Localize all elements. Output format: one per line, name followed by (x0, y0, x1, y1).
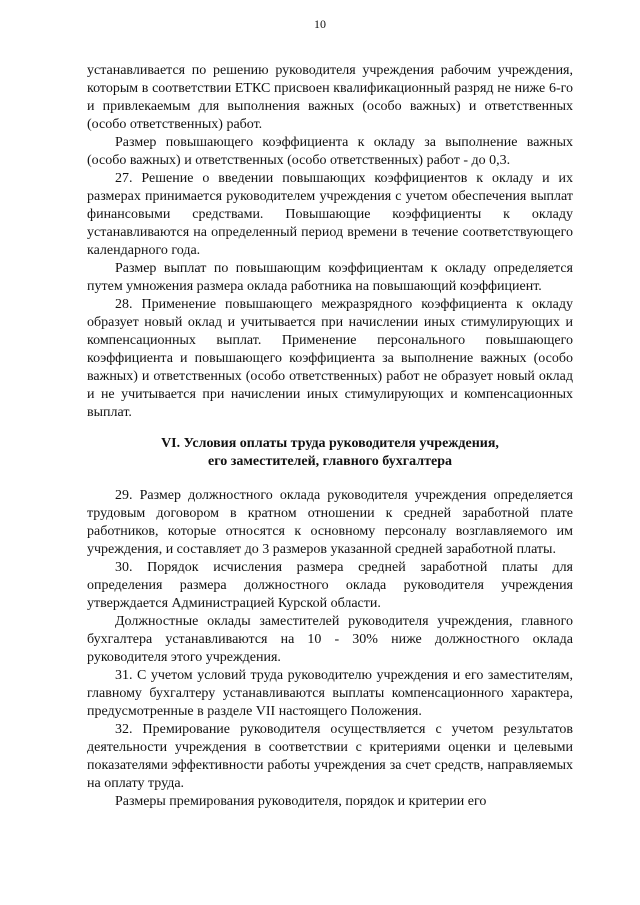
section-heading-line: его заместителей, главного бухгалтера (208, 454, 452, 469)
paragraph-27: 27. Решение о введении повышающих коэффициентов к окладу и их размерах принимается руководителем учреждения с учетом обеспечения выплат финансовыми средствами. Повышающие коэффициенты к окладу устанавливаются на определенный период времени в течение соответствующего календарного года. (87, 171, 573, 258)
page-number: 10 (314, 17, 326, 31)
paragraph-32: 32. Премирование руководителя осуществляется с учетом результатов деятельности учреждения в соответствии с критериями оценки и целевыми показателями эффективности работы учреждения за счет средств, направляемых на оплату труда. (87, 722, 573, 791)
paragraph: устанавливается по решению руководителя учреждения рабочим учреждения, которым в соответствии ЕТКС присвоен квалификационный разряд не ниже 6-го и привлекаемым для выполнения важных (особо важных) и ответственных (особо ответственных) работ. (87, 63, 573, 132)
paragraph: Размер выплат по повышающим коэффициентам к окладу определяется путем умножения размера оклада работника на повышающий коэффициент. (87, 261, 573, 294)
paragraph: Размеры премирования руководителя, порядок и критерии его (115, 794, 487, 809)
document-body (87, 62, 573, 811)
section-heading (87, 435, 573, 471)
paragraph-28: 28. Применение повышающего межразрядного коэффициента к окладу образует новый оклад и учитывается при начислении иных стимулирующих и компенсационных выплат. Применение персонального повышающего коэффициента и повышающего коэффициента за выполнение важных (особо важных) и ответственных (особо ответственных) работ не образует новый оклад и не учитывается при начислении иных стимулирующих и компенсационных выплат. (87, 297, 573, 420)
section-heading-line: VI. Условия оплаты труда руководителя учреждения, (161, 436, 499, 451)
paragraph-31: 31. С учетом условий труда руководителю учреждения и его заместителям, главному бухгалтеру устанавливаются выплаты компенсационного характера, предусмотренные в разделе VII настоящего Положения. (87, 668, 573, 719)
paragraph: Должностные оклады заместителей руководителя учреждения, главного бухгалтера устанавливаются на 10 - 30% ниже должностного оклада руководителя этого учреждения. (87, 614, 573, 665)
paragraph: Размер повышающего коэффициента к окладу за выполнение важных (особо важных) и ответственных (особо ответственных) работ - до 0,3. (87, 135, 573, 168)
paragraph-29: 29. Размер должностного оклада руководителя учреждения определяется трудовым договором в кратном отношении к средней заработной плате работников, которые относятся к основному персоналу возглавляемого им учреждения, и составляет до 3 размеров указанной средней заработной платы. (87, 488, 573, 557)
paragraph-30: 30. Порядок исчисления размера средней заработной платы для определения размера должностного оклада руководителя учреждения утверждается Администрацией Курской области. (87, 560, 573, 611)
